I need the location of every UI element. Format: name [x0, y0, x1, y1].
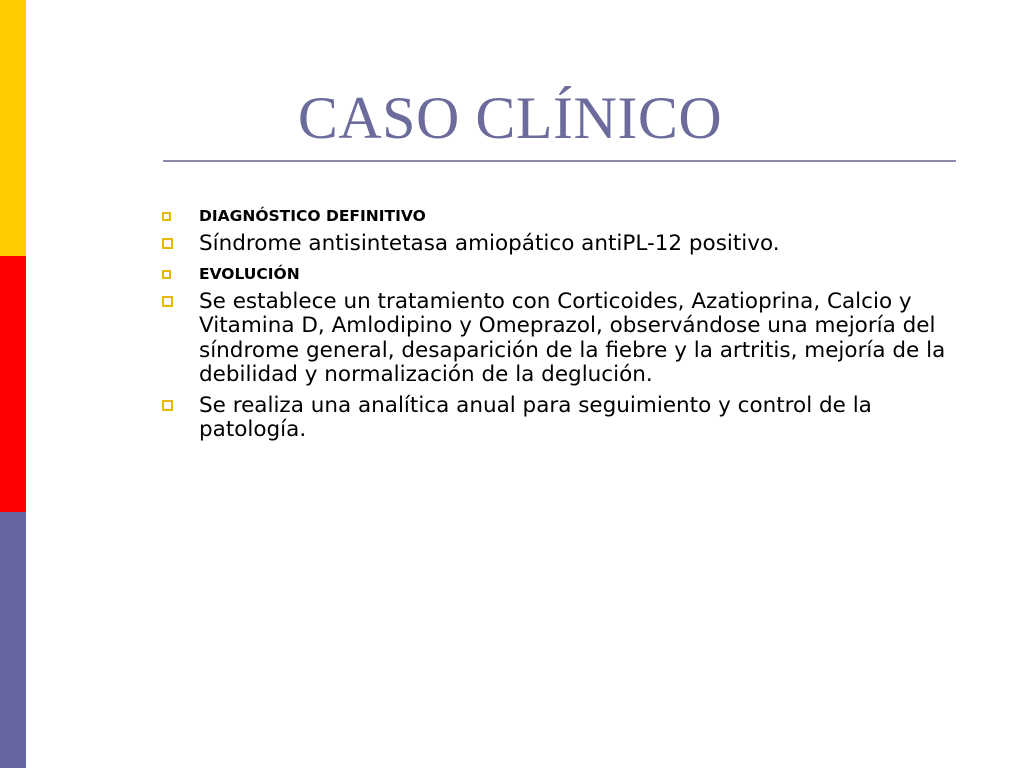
bullet-item-diagnosis [160, 232, 950, 257]
side-bar-red-segment [0, 256, 26, 512]
square-bullet-icon [162, 238, 173, 249]
side-bar-purple-segment [0, 512, 26, 768]
bullet-list [160, 205, 950, 449]
bullet-text: Síndrome antisintetasa amiopático antiPL-12 positivo. [199, 231, 780, 256]
bullet-text: DIAGNÓSTICO DEFINITIVO [199, 207, 426, 225]
side-color-bar [0, 0, 26, 768]
square-bullet-icon [162, 296, 173, 307]
side-bar-yellow-segment [0, 0, 26, 256]
bullet-item-diagnosis-heading [160, 205, 950, 227]
title-underline [163, 160, 956, 162]
square-bullet-icon [162, 270, 171, 279]
bullet-text: Se realiza una analítica anual para seguimiento y control de la patología. [199, 392, 872, 442]
bullet-item-evolution-heading [160, 263, 950, 285]
bullet-text: Se establece un tratamiento con Corticoides, Azatioprina, Calcio y Vitamina D, Amlodipino y Omeprazol, observándose una mejoría del síndrome general, desaparición de la fiebre y la artritis, mejoría de la debilidad y normalización de la deglución. [199, 288, 946, 387]
bullet-text: EVOLUCIÓN [199, 264, 300, 283]
square-bullet-icon [162, 212, 171, 221]
bullet-item-follow-up [160, 394, 950, 443]
bullet-item-treatment [160, 290, 950, 388]
square-bullet-icon [162, 400, 173, 411]
slide-title: CASO CLÍNICO [297, 85, 723, 151]
